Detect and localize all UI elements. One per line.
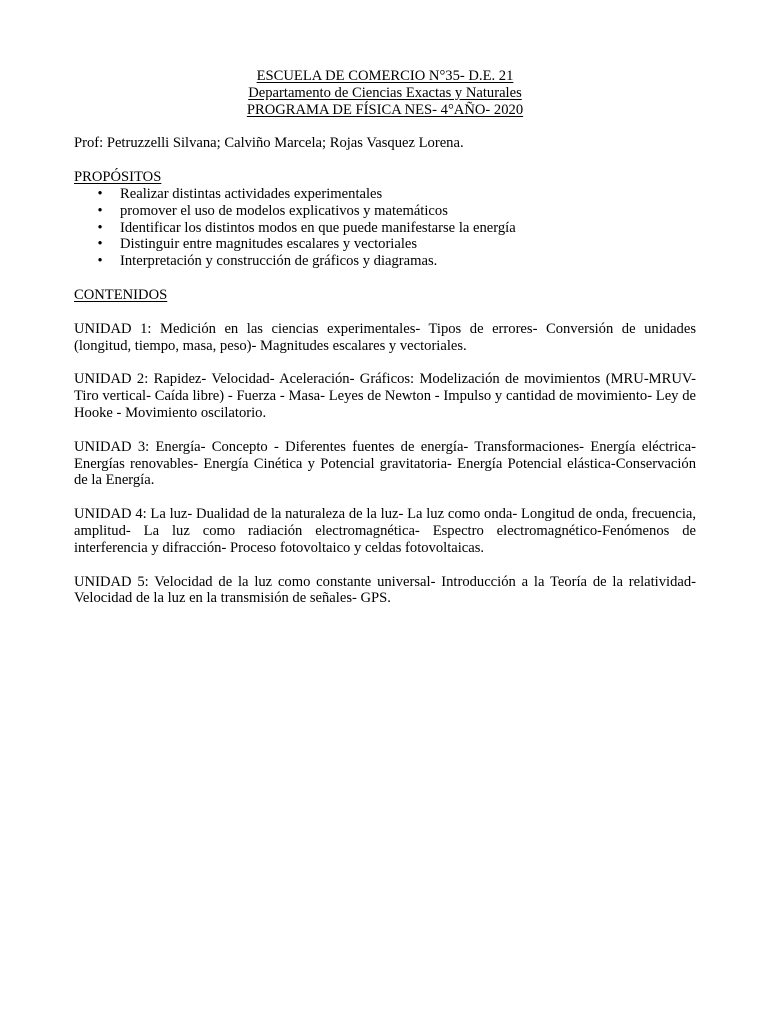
bullet-icon: • xyxy=(97,219,103,236)
professors-line: Prof: Petruzzelli Silvana; Calviño Marcela; Rojas Vasquez Lorena. xyxy=(74,135,464,152)
contents-title: CONTENIDOS xyxy=(74,286,168,303)
unit-paragraph-2: UNIDAD 2: Rapidez- Velocidad- Aceleración- Gráficos: Modelización de movimientos (MRU-MRUV- Tiro vertical- Caída libre) - Fuerza - Masa- Leyes de Newton - Impulso y cantidad de movimiento- Ley de Hooke - Movimiento oscilatorio. xyxy=(74,371,696,421)
list-item xyxy=(74,186,696,203)
contents-section xyxy=(74,287,696,607)
purpose-text: promover el uso de modelos explicativos y matemáticos xyxy=(120,202,448,219)
program-title: PROGRAMA DE FÍSICA NES- 4°AÑO- 2020 xyxy=(246,101,524,118)
purposes-list xyxy=(74,186,696,270)
unit-paragraph-3: UNIDAD 3: Energía- Concepto - Diferentes fuentes de energía- Transformaciones- Energía eléctrica- Energías renovables- Energía Cinética y Potencial gravitatoria- Energía Potencial elástica-Conservación de la Energía. xyxy=(74,438,696,489)
document-page xyxy=(74,68,696,607)
bullet-icon: • xyxy=(97,236,103,253)
purpose-text: Realizar distintas actividades experimentales xyxy=(120,185,383,202)
bullet-icon: • xyxy=(97,253,103,270)
unit-paragraph-4: UNIDAD 4: La luz- Dualidad de la naturaleza de la luz- La luz como onda- Longitud de onda, frecuencia, amplitud- La luz como radiación electromagnética- Espectro electromagnético-Fenómenos de interferencia y difracción- Proceso fotovoltaico y celdas fotovoltaicas. xyxy=(74,506,696,556)
list-item xyxy=(74,236,696,253)
bullet-icon: • xyxy=(97,202,103,219)
list-item xyxy=(74,253,696,270)
purposes-section xyxy=(74,169,696,270)
purpose-text: Distinguir entre magnitudes escalares y vectoriales xyxy=(120,236,418,253)
purpose-text: Interpretación y construcción de gráficos y diagramas. xyxy=(120,253,438,270)
school-name: ESCUELA DE COMERCIO N°35- D.E. 21 xyxy=(256,68,514,84)
unit-paragraph-5: UNIDAD 5: Velocidad de la luz como constante universal- Introducción a la Teoría de la relatividad- Velocidad de la luz en la transmisión de señales- GPS. xyxy=(74,573,696,607)
bullet-icon: • xyxy=(97,185,103,202)
purpose-text: Identificar los distintos modos en que puede manifestarse la energía xyxy=(120,219,516,236)
list-item xyxy=(74,220,696,237)
purposes-title: PROPÓSITOS xyxy=(74,169,162,186)
department-name: Departamento de Ciencias Exactas y Naturales xyxy=(248,84,522,101)
document-header xyxy=(74,68,696,118)
unit-paragraph-1: UNIDAD 1: Medición en las ciencias experimentales- Tipos de errores- Conversión de unidades (longitud, tiempo, masa, peso)- Magnitudes escalares y vectoriales. xyxy=(74,320,696,354)
list-item xyxy=(74,203,696,220)
